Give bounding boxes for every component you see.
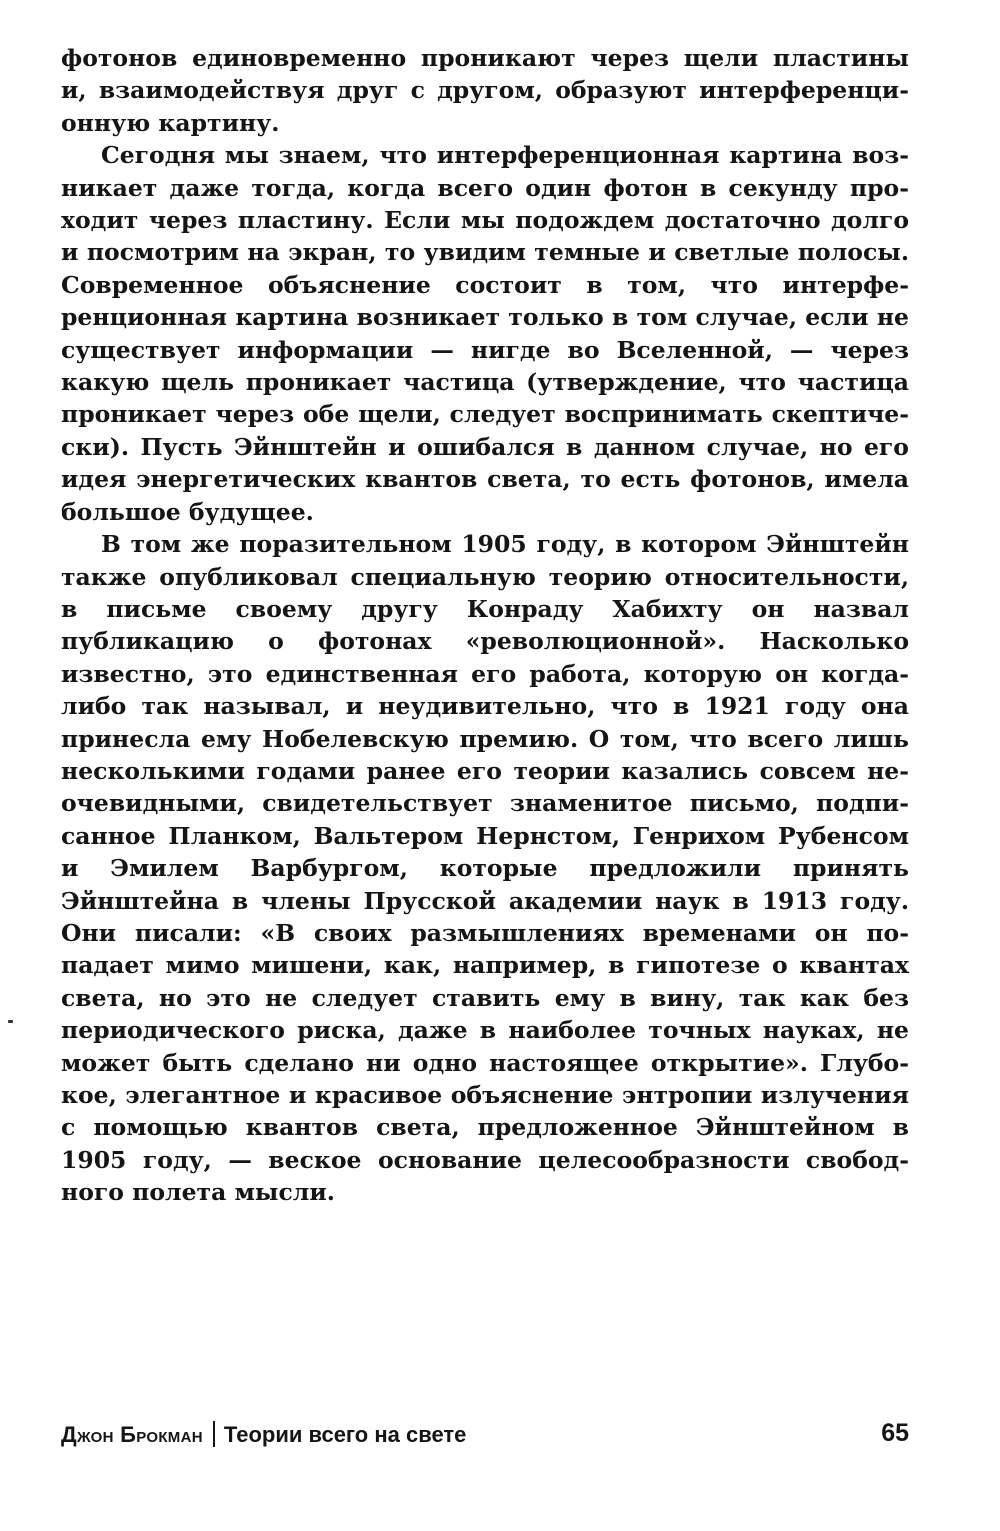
paragraph-2: Сегодня мы знаем, что интерференционная картина возникает даже тогда, когда всего один фотон в секунду проходит через пластину. Если мы подождем достаточно долго и посмотрим на экран, то увидим темные и светлые полосы. Современное объяснение состоит в том, что интерференционная картина возникает только в том случае, если не существует информации — нигде во Вселенной, — через какую щель проникает частица (утверждение, что частица проникает через обе щели, следует воспринимать скептически). Пусть Эйнштейн и ошибался в данном случае, но его идея энергетических квантов света, то есть фотонов, имела большое будущее. xyxy=(61,141,909,526)
running-footer xyxy=(61,1418,909,1454)
footer-separator xyxy=(213,1421,215,1447)
footer-book-title: Теории всего на свете xyxy=(223,1422,467,1447)
page-number: 65 xyxy=(881,1419,909,1447)
paragraph-1: фотонов единовременно проникают через щели пластины и, взаимодействуя друг с другом, образуют интерференционную картину. xyxy=(61,44,909,137)
footer-credit xyxy=(61,1420,466,1450)
footer-author: Джон Брокман xyxy=(61,1422,203,1447)
body-text xyxy=(61,42,909,1209)
margin-speck xyxy=(8,1020,13,1023)
paragraph-3: В том же поразительном 1905 году, в котором Эйнштейн также опубликовал специальную теорию относительности, в письме своему другу Конраду Хабихту он назвал публикацию о фотонах «революционной». Насколько известно, это единственная его работа, которую он когда-либо так называл, и неудивительно, что в 1921 году она принесла ему Нобелевскую премию. О том, что всего лишь несколькими годами ранее его теории казались совсем неочевидными, свидетельствует знаменитое письмо, подписанное Планком, Вальтером Нернстом, Генрихом Рубенсом и Эмилем Варбургом, которые предложили принять Эйнштейна в члены Прусской академии наук в 1913 году. Они писали: «В своих размышлениях временами он попадает мимо мишени, как, например, в гипотезе о квантах света, но это не следует ставить ему в вину, так как без периодического риска, даже в наиболее точных науках, не может быть сделано ни одно настоящее открытие». Глубокое, элегантное и красивое объяснение энтропии излучения с помощью квантов света, предложенное Эйнштейном в 1905 году, — веское основание целесообразности свободного полета мысли. xyxy=(61,530,909,1207)
